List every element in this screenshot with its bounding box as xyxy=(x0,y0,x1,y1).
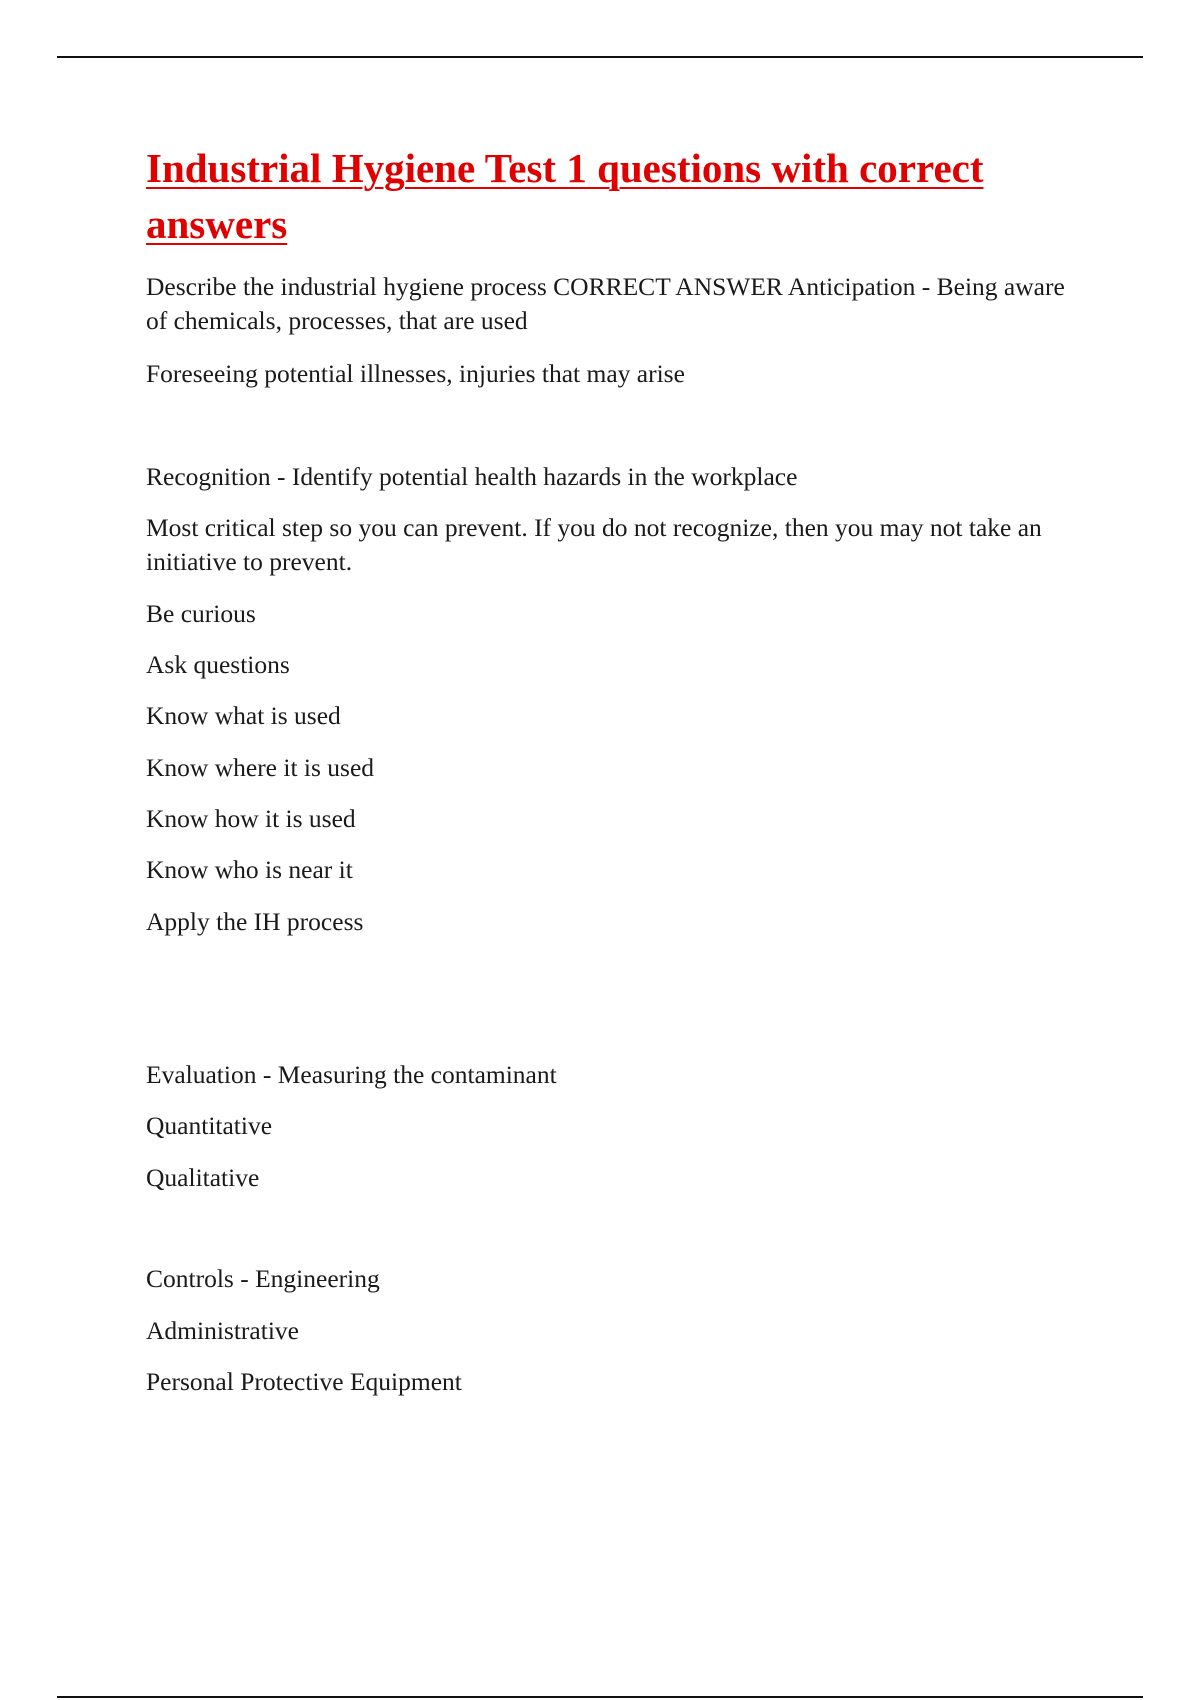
answer-line: Foreseeing potential illnesses, injuries that may arise xyxy=(146,359,685,388)
list-item: Personal Protective Equipment xyxy=(146,1367,462,1396)
list-item: Apply the IH process xyxy=(146,907,364,936)
list-item: Be curious xyxy=(146,599,256,628)
list-item: Quantitative xyxy=(146,1111,273,1140)
page-title: Industrial Hygiene Test 1 questions with correct answers xyxy=(146,145,984,247)
list-item: Know what is used xyxy=(146,701,341,730)
list-item: Know how it is used xyxy=(146,804,356,833)
section-evaluation: Evaluation - Measuring the contaminant xyxy=(146,1060,557,1089)
answer-line: Most critical step so you can prevent. If you do not recognize, then you may not take an initiative to prevent. xyxy=(146,513,1042,576)
list-item: Qualitative xyxy=(146,1163,260,1192)
section-recognition: Recognition - Identify potential health hazards in the workplace xyxy=(146,462,798,491)
section-controls: Controls - Engineering xyxy=(146,1264,380,1293)
top-divider xyxy=(57,56,1143,58)
list-item: Ask questions xyxy=(146,650,290,679)
list-item: Know who is near it xyxy=(146,855,353,884)
question-line: Describe the industrial hygiene process CORRECT ANSWER Anticipation - Being aware of chemicals, processes, that are used xyxy=(146,272,1065,335)
list-item: Administrative xyxy=(146,1316,299,1345)
bottom-divider xyxy=(57,1696,1143,1698)
list-item: Know where it is used xyxy=(146,753,375,782)
